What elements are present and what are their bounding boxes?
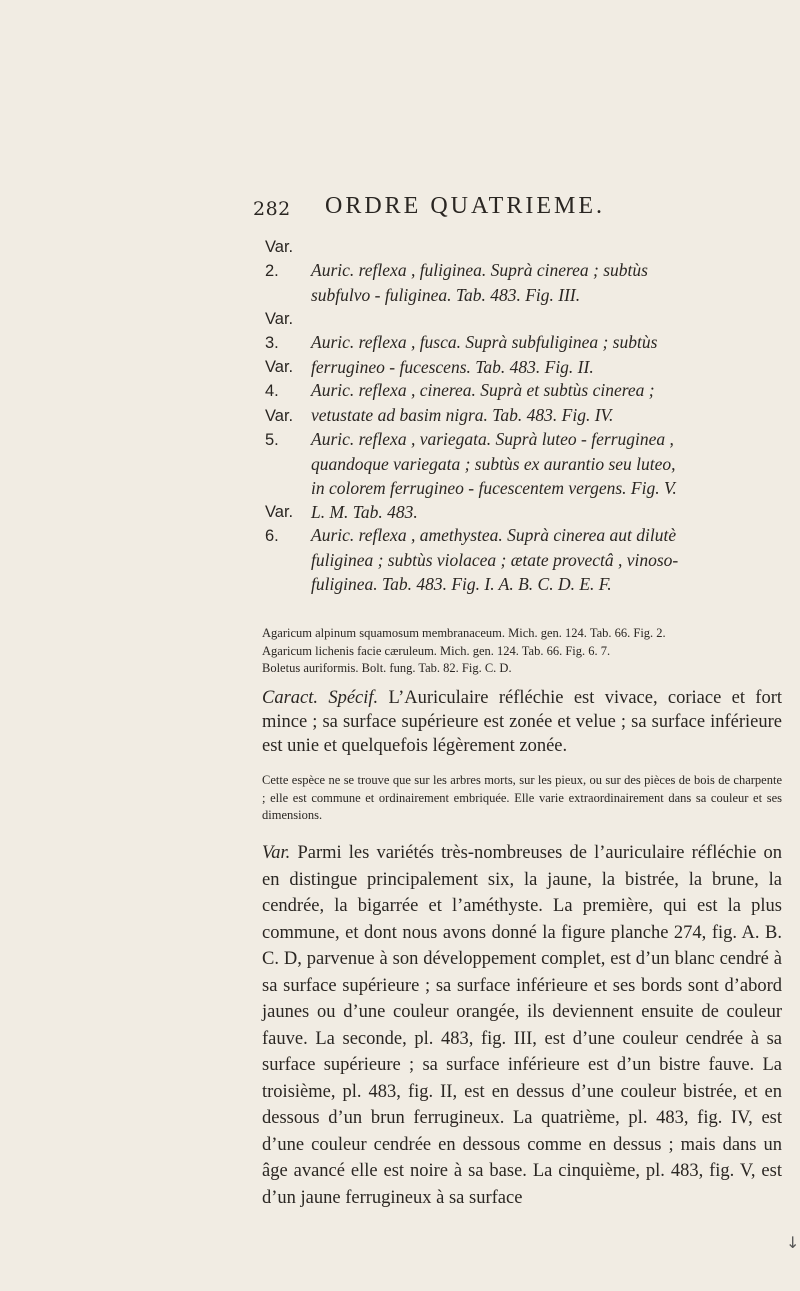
reference-line: Boletus auriformis. Bolt. fung. Tab. 82. Fig. C. D. <box>262 661 512 675</box>
variety-line <box>265 355 785 403</box>
variety-line: quandoque variegata ; subtùs ex aurantio seu luteo, <box>311 454 676 474</box>
variety-entry <box>265 235 785 307</box>
variety-line: L. M. Tab. 483. <box>311 502 418 522</box>
variety-line: fuliginea. Tab. 483. Fig. I. A. B. C. D. E. F. <box>311 574 612 594</box>
variety-line <box>265 500 785 548</box>
variety-label: Var. 2. <box>265 238 294 280</box>
variety-label: Var. 5. <box>265 407 294 449</box>
reference-line: Agaricum lichenis facie cæruleum. Mich. gen. 124. Tab. 66. Fig. 6. 7. <box>262 643 611 658</box>
variety-label: Var. 3. <box>265 310 294 352</box>
variety-line: subfulvo - fuliginea. Tab. 483. Fig. III. <box>311 285 581 305</box>
variety-text: Auric. reflexa , fusca. Suprà subfuliginea ; subtùs <box>311 332 658 352</box>
caract-text: L’Auriculaire réfléchie est vivace, coriace et fort mince ; sa surface supérieure est zonée et velue ; sa surface inférieure est unie et quelquefois légèrement zonée. <box>262 688 783 756</box>
caract-lead: Caract. Spécif. <box>262 688 379 708</box>
variety-line: fuliginea ; subtùs violacea ; ætate provectâ , vinoso- <box>311 550 679 570</box>
variety-line <box>265 404 785 452</box>
variety-text: Auric. reflexa , cinerea. Suprà et subtùs cinerea ; <box>311 380 655 400</box>
var-text: Parmi les variétés très-nombreuses de l’auriculaire réfléchie on en distingue principalement six, la jaune, la bistrée, la brune, la cendrée, la bigarrée et l’améthyste. La première, qui est la plus commune, et dont nous avons donné la figure planche 274, fig. A. B. C. D, parvenue à son développement complet, est d’un blanc cendré à sa surface supérieure ; sa surface inférieure et ses bords sont d’abord jaunes ou d’une couleur orangée, ils deviennent ensuite de couleur fauve. La seconde, pl. 483, fig. III, est d’une couleur cendrée à sa surface supérieure ; sa surface inférieure est d’un bistre fauve. La troisième, pl. 483, fig. II, est en dessus d’une couleur bistrée, et en dessous d’un brun ferrugineux. La quatrième, pl. 483, fig. IV, est d’une couleur cendrée en dessous comme en dessus ; mais dans un âge avancé elle est noire à sa base. La cinquième, pl. 483, fig. V, est d’un jaune ferrugineux à sa surface <box>262 843 783 1208</box>
margin-mark: ↓ <box>786 1233 800 1252</box>
variety-label: Var. 4. <box>265 358 294 400</box>
running-head: ORDRE QUATRIEME. <box>325 193 605 219</box>
variety-line: in colorem ferrugineo - fucescentem vergens. Fig. V. <box>311 478 677 498</box>
variety-entry <box>265 500 785 596</box>
variety-line <box>265 307 785 355</box>
synonym-references <box>262 625 772 678</box>
variety-text: Auric. reflexa , amethystea. Suprà cinerea aut dilutè <box>311 525 677 545</box>
varieties-paragraph <box>262 840 782 1211</box>
var-lead: Var. <box>262 843 291 863</box>
variety-text: Auric. reflexa , variegata. Suprà luteo - ferruginea , <box>311 429 674 449</box>
habitat-note: Cette espèce ne se trouve que sur les arbres morts, sur les pieux, ou sur des pièces de bois de charpente ; elle est commune et ordinairement embriquée. Elle varie extraordinairement dans sa couleur et ses dimensions. <box>262 773 782 822</box>
variety-line <box>265 235 785 283</box>
reference-line: Agaricum alpinum squamosum membranaceum. Mich. gen. 124. Tab. 66. Fig. 2. <box>262 626 666 640</box>
variety-label: Var. 6. <box>265 503 294 545</box>
variety-text: Auric. reflexa , fuliginea. Suprà cinerea ; subtùs <box>311 260 648 280</box>
variety-line: ferrugineo - fucescens. Tab. 483. Fig. II. <box>311 357 594 377</box>
species-character-paragraph <box>262 686 782 758</box>
variety-line: vetustate ad basim nigra. Tab. 483. Fig. IV. <box>311 405 614 425</box>
page-number: 282 <box>253 198 291 220</box>
